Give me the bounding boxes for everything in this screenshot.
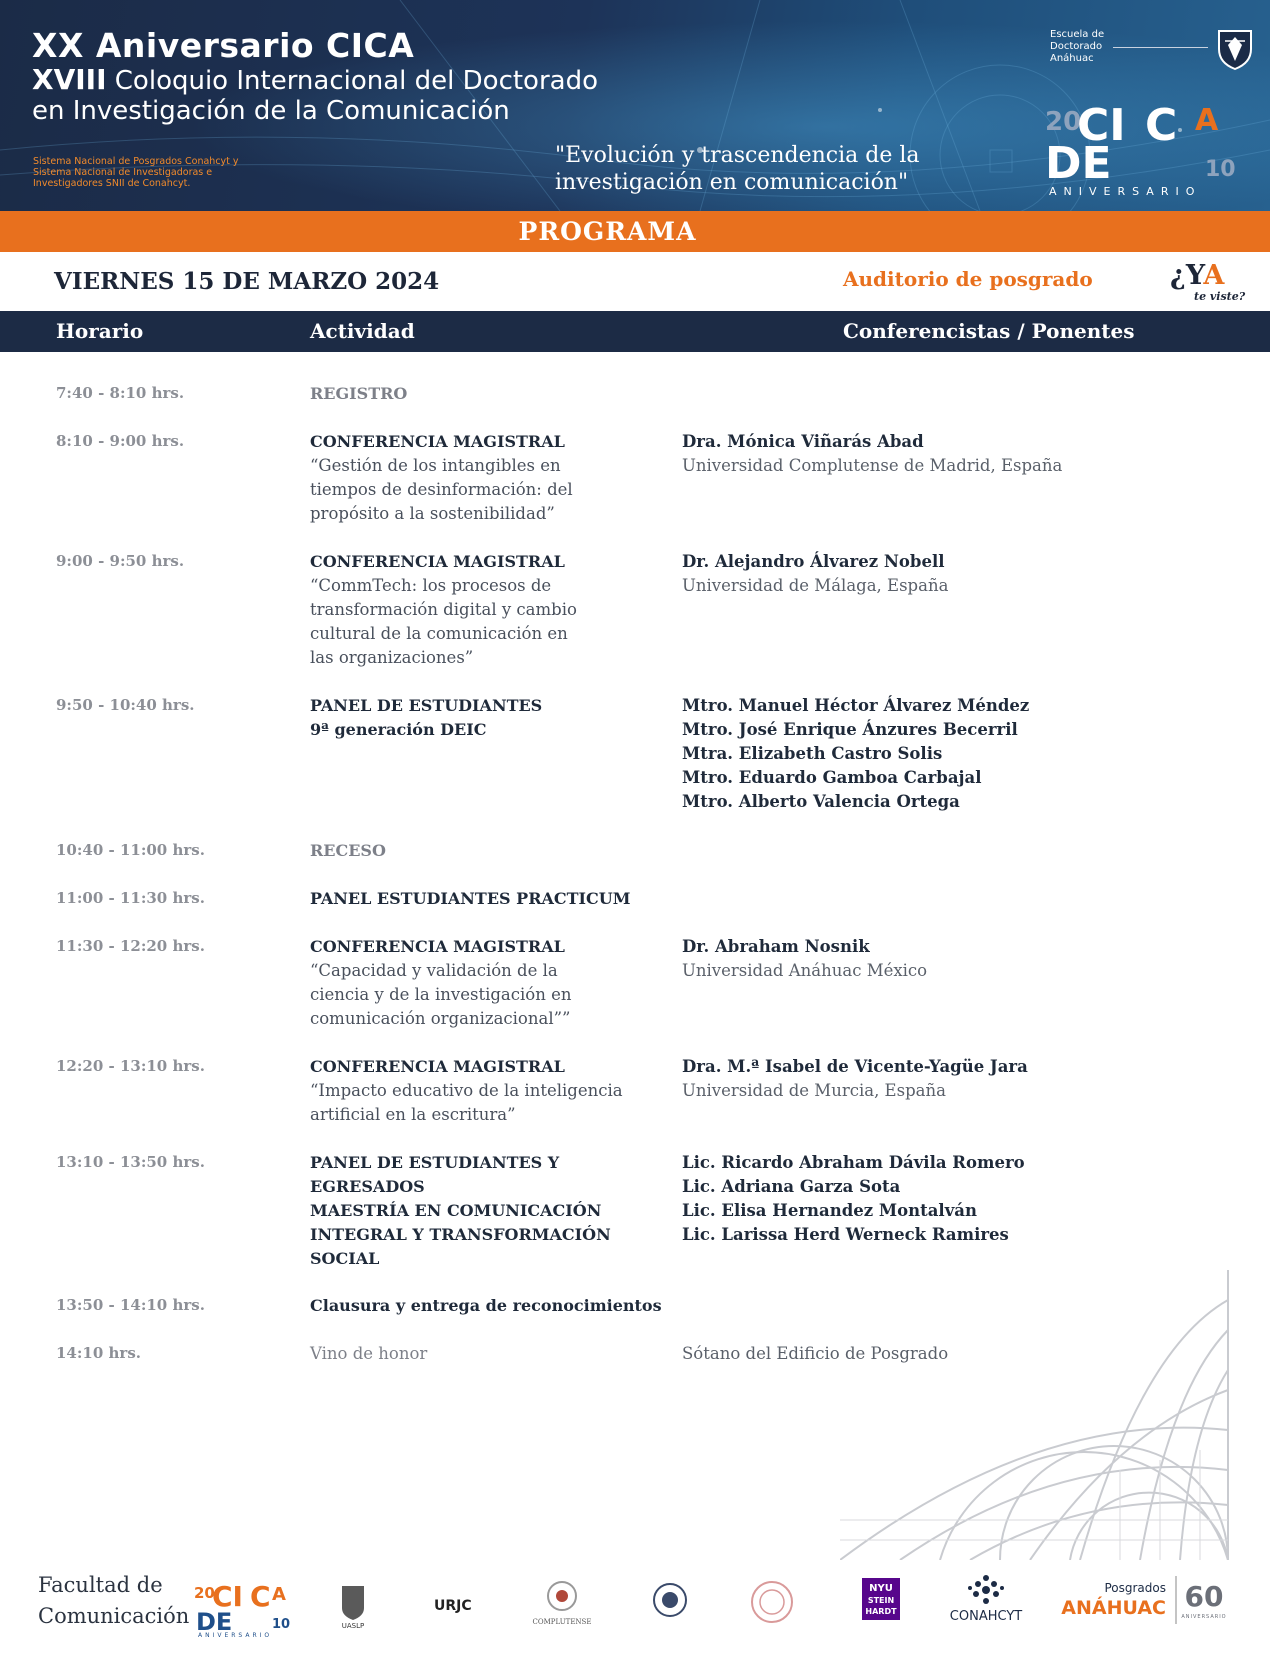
row-time: 7:40 - 8:10 hrs. xyxy=(56,384,185,402)
svg-text:DE: DE xyxy=(196,1608,233,1636)
row-activity: PANEL ESTUDIANTES PRACTICUM xyxy=(310,889,631,908)
row-time: 9:00 - 9:50 hrs. xyxy=(56,552,185,570)
header-banner xyxy=(0,0,1270,211)
svg-text:60: 60 xyxy=(1184,1580,1224,1613)
row-activity: CONFERENCIA MAGISTRAL “Capacidad y validación de la ciencia y de la investigación en comunicación organizacional”” xyxy=(310,937,572,1028)
row-place: Sótano del Edificio de Posgrado xyxy=(682,1344,949,1363)
svg-text:C: C xyxy=(250,1580,271,1613)
event-subtitle-line2: en Investigación de la Comunicación xyxy=(32,96,510,126)
svg-text:ANIVERSARIO: ANIVERSARIO xyxy=(1049,185,1202,198)
svg-text:A: A xyxy=(272,1584,286,1605)
row-speakers: Dr. Abraham Nosnik Universidad Anáhuac México xyxy=(682,937,928,980)
row-time: 13:10 - 13:50 hrs. xyxy=(56,1153,205,1171)
svg-text:CI: CI xyxy=(212,1580,243,1613)
row-time: 10:40 - 11:00 hrs. xyxy=(56,841,205,859)
event-venue: Auditorio de posgrado xyxy=(843,267,1093,291)
svg-text:NYU: NYU xyxy=(869,1583,893,1594)
universidad-murcia-logo xyxy=(748,1578,796,1626)
row-time: 11:00 - 11:30 hrs. xyxy=(56,889,205,907)
svg-text:URJC: URJC xyxy=(434,1598,472,1614)
svg-text:20: 20 xyxy=(1045,107,1082,137)
ya-te-viste-logo: ¿YA te viste? xyxy=(1170,260,1246,303)
svg-text:20: 20 xyxy=(194,1584,215,1602)
universidad-malaga-logo xyxy=(648,1580,692,1624)
architecture-decoration xyxy=(840,1270,1240,1560)
urjc-logo xyxy=(434,1592,484,1618)
cica-20-logo xyxy=(1045,100,1245,200)
svg-text:ANIVERSARIO: ANIVERSARIO xyxy=(1181,1614,1227,1620)
row-activity: RECESO xyxy=(310,841,386,860)
anahuac-60-aniversario-logo xyxy=(1174,1572,1230,1628)
row-time: 14:10 hrs. xyxy=(56,1344,141,1362)
row-activity: PANEL DE ESTUDIANTES Y EGRESADOS MAESTRÍA EN COMUNICACIÓN INTEGRAL Y TRANSFORMACIÓN SOCIAL xyxy=(310,1153,611,1268)
event-date: VIERNES 15 DE MARZO 2024 xyxy=(54,268,440,295)
svg-text:A: A xyxy=(1195,103,1219,138)
svg-text:10: 10 xyxy=(1205,157,1236,182)
row-time: 8:10 - 9:00 hrs. xyxy=(56,432,185,450)
svg-text:ANÁHUAC: ANÁHUAC xyxy=(1061,1597,1166,1619)
row-activity: CONFERENCIA MAGISTRAL “Gestión de los intangibles en tiempos de desinformación: del propósito a la sostenibilidad” xyxy=(310,432,573,523)
svg-text:HARDT: HARDT xyxy=(865,1607,897,1616)
footer-logos xyxy=(0,1560,1270,1654)
row-activity: Clausura y entrega de reconocimientos xyxy=(310,1296,662,1315)
event-subtitle: XVIII Coloquio Internacional del Doctorado xyxy=(32,63,599,96)
col-speakers: Conferencistas / Ponentes xyxy=(843,319,1135,343)
facultad-comunicacion-logo: Facultad de Comunicación xyxy=(38,1573,190,1628)
svg-text:STEIN: STEIN xyxy=(867,1596,895,1605)
svg-text:COMPLUTENSE: COMPLUTENSE xyxy=(532,1618,592,1626)
row-activity: PANEL DE ESTUDIANTES 9ª generación DEIC xyxy=(310,696,543,739)
school-name: Escuela de Doctorado Anáhuac xyxy=(1050,29,1105,64)
row-time: 9:50 - 10:40 hrs. xyxy=(56,696,195,714)
event-title: XX Aniversario CICA xyxy=(32,26,415,65)
row-activity: CONFERENCIA MAGISTRAL “CommTech: los procesos de transformación digital y cambio cultural de la comunicación en las organizaciones” xyxy=(310,552,577,667)
row-activity: REGISTRO xyxy=(310,384,408,403)
row-time: 12:20 - 13:10 hrs. xyxy=(56,1057,205,1075)
sni-note: Sistema Nacional de Posgrados Conahcyt y Sistema Nacional de Investigadoras e Investigadores SNII de Conahcyt. xyxy=(33,156,239,189)
uaslp-logo xyxy=(330,1580,376,1630)
row-speakers: Lic. Ricardo Abraham Dávila Romero Lic. Adriana Garza Sota Lic. Elisa Hernandez Montalván Lic. Larissa Herd Werneck Ramires xyxy=(682,1153,1025,1244)
svg-text:CI: CI xyxy=(1077,100,1126,151)
svg-text:Posgrados: Posgrados xyxy=(1104,1581,1166,1595)
program-heading: PROGRAMA xyxy=(518,217,697,246)
row-time: 11:30 - 12:20 hrs. xyxy=(56,937,205,955)
complutense-logo xyxy=(532,1578,592,1630)
svg-text:CONAHCYT: CONAHCYT xyxy=(949,1609,1023,1624)
col-time: Horario xyxy=(56,319,144,343)
row-time: 13:50 - 14:10 hrs. xyxy=(56,1296,205,1314)
nyu-steinhardt-logo xyxy=(862,1578,900,1620)
svg-text:10: 10 xyxy=(272,1617,290,1632)
divider xyxy=(1113,47,1208,48)
row-speakers: Dra. M.ª Isabel de Vicente-Yagüe Jara Universidad de Murcia, España xyxy=(682,1057,1028,1100)
svg-text:ANIVERSARIO: ANIVERSARIO xyxy=(198,1632,273,1638)
row-activity: CONFERENCIA MAGISTRAL “Impacto educativo de la inteligencia artificial en la escritura” xyxy=(310,1057,623,1124)
row-speakers: Mtro. Manuel Héctor Álvarez Méndez Mtro. José Enrique Ánzures Becerril Mtra. Elizabeth Castro Solis Mtro. Eduardo Gamboa Carbajal Mtro. Alberto Valencia Ortega xyxy=(682,696,1030,811)
program-bar xyxy=(0,211,1270,252)
row-speakers: Dra. Mónica Viñarás Abad Universidad Complutense de Madrid, España xyxy=(682,432,1063,475)
event-motto: "Evolución y trascendencia de la investigación en comunicación" xyxy=(555,143,920,195)
svg-text:UASLP: UASLP xyxy=(341,1622,365,1630)
row-speakers: Dr. Alejandro Álvarez Nobell Universidad de Málaga, España xyxy=(682,552,949,595)
cica-deic-logo xyxy=(194,1580,290,1638)
row-activity: Vino de honor xyxy=(310,1344,428,1363)
svg-text:C: C xyxy=(1145,100,1178,151)
col-activity: Actividad xyxy=(310,319,415,343)
table-header xyxy=(0,311,1270,352)
anahuac-crest-icon xyxy=(1215,27,1255,71)
conahcyt-logo xyxy=(936,1570,1036,1632)
posgrados-anahuac-logo xyxy=(1050,1576,1170,1622)
svg-text:DE: DE xyxy=(1045,138,1112,189)
